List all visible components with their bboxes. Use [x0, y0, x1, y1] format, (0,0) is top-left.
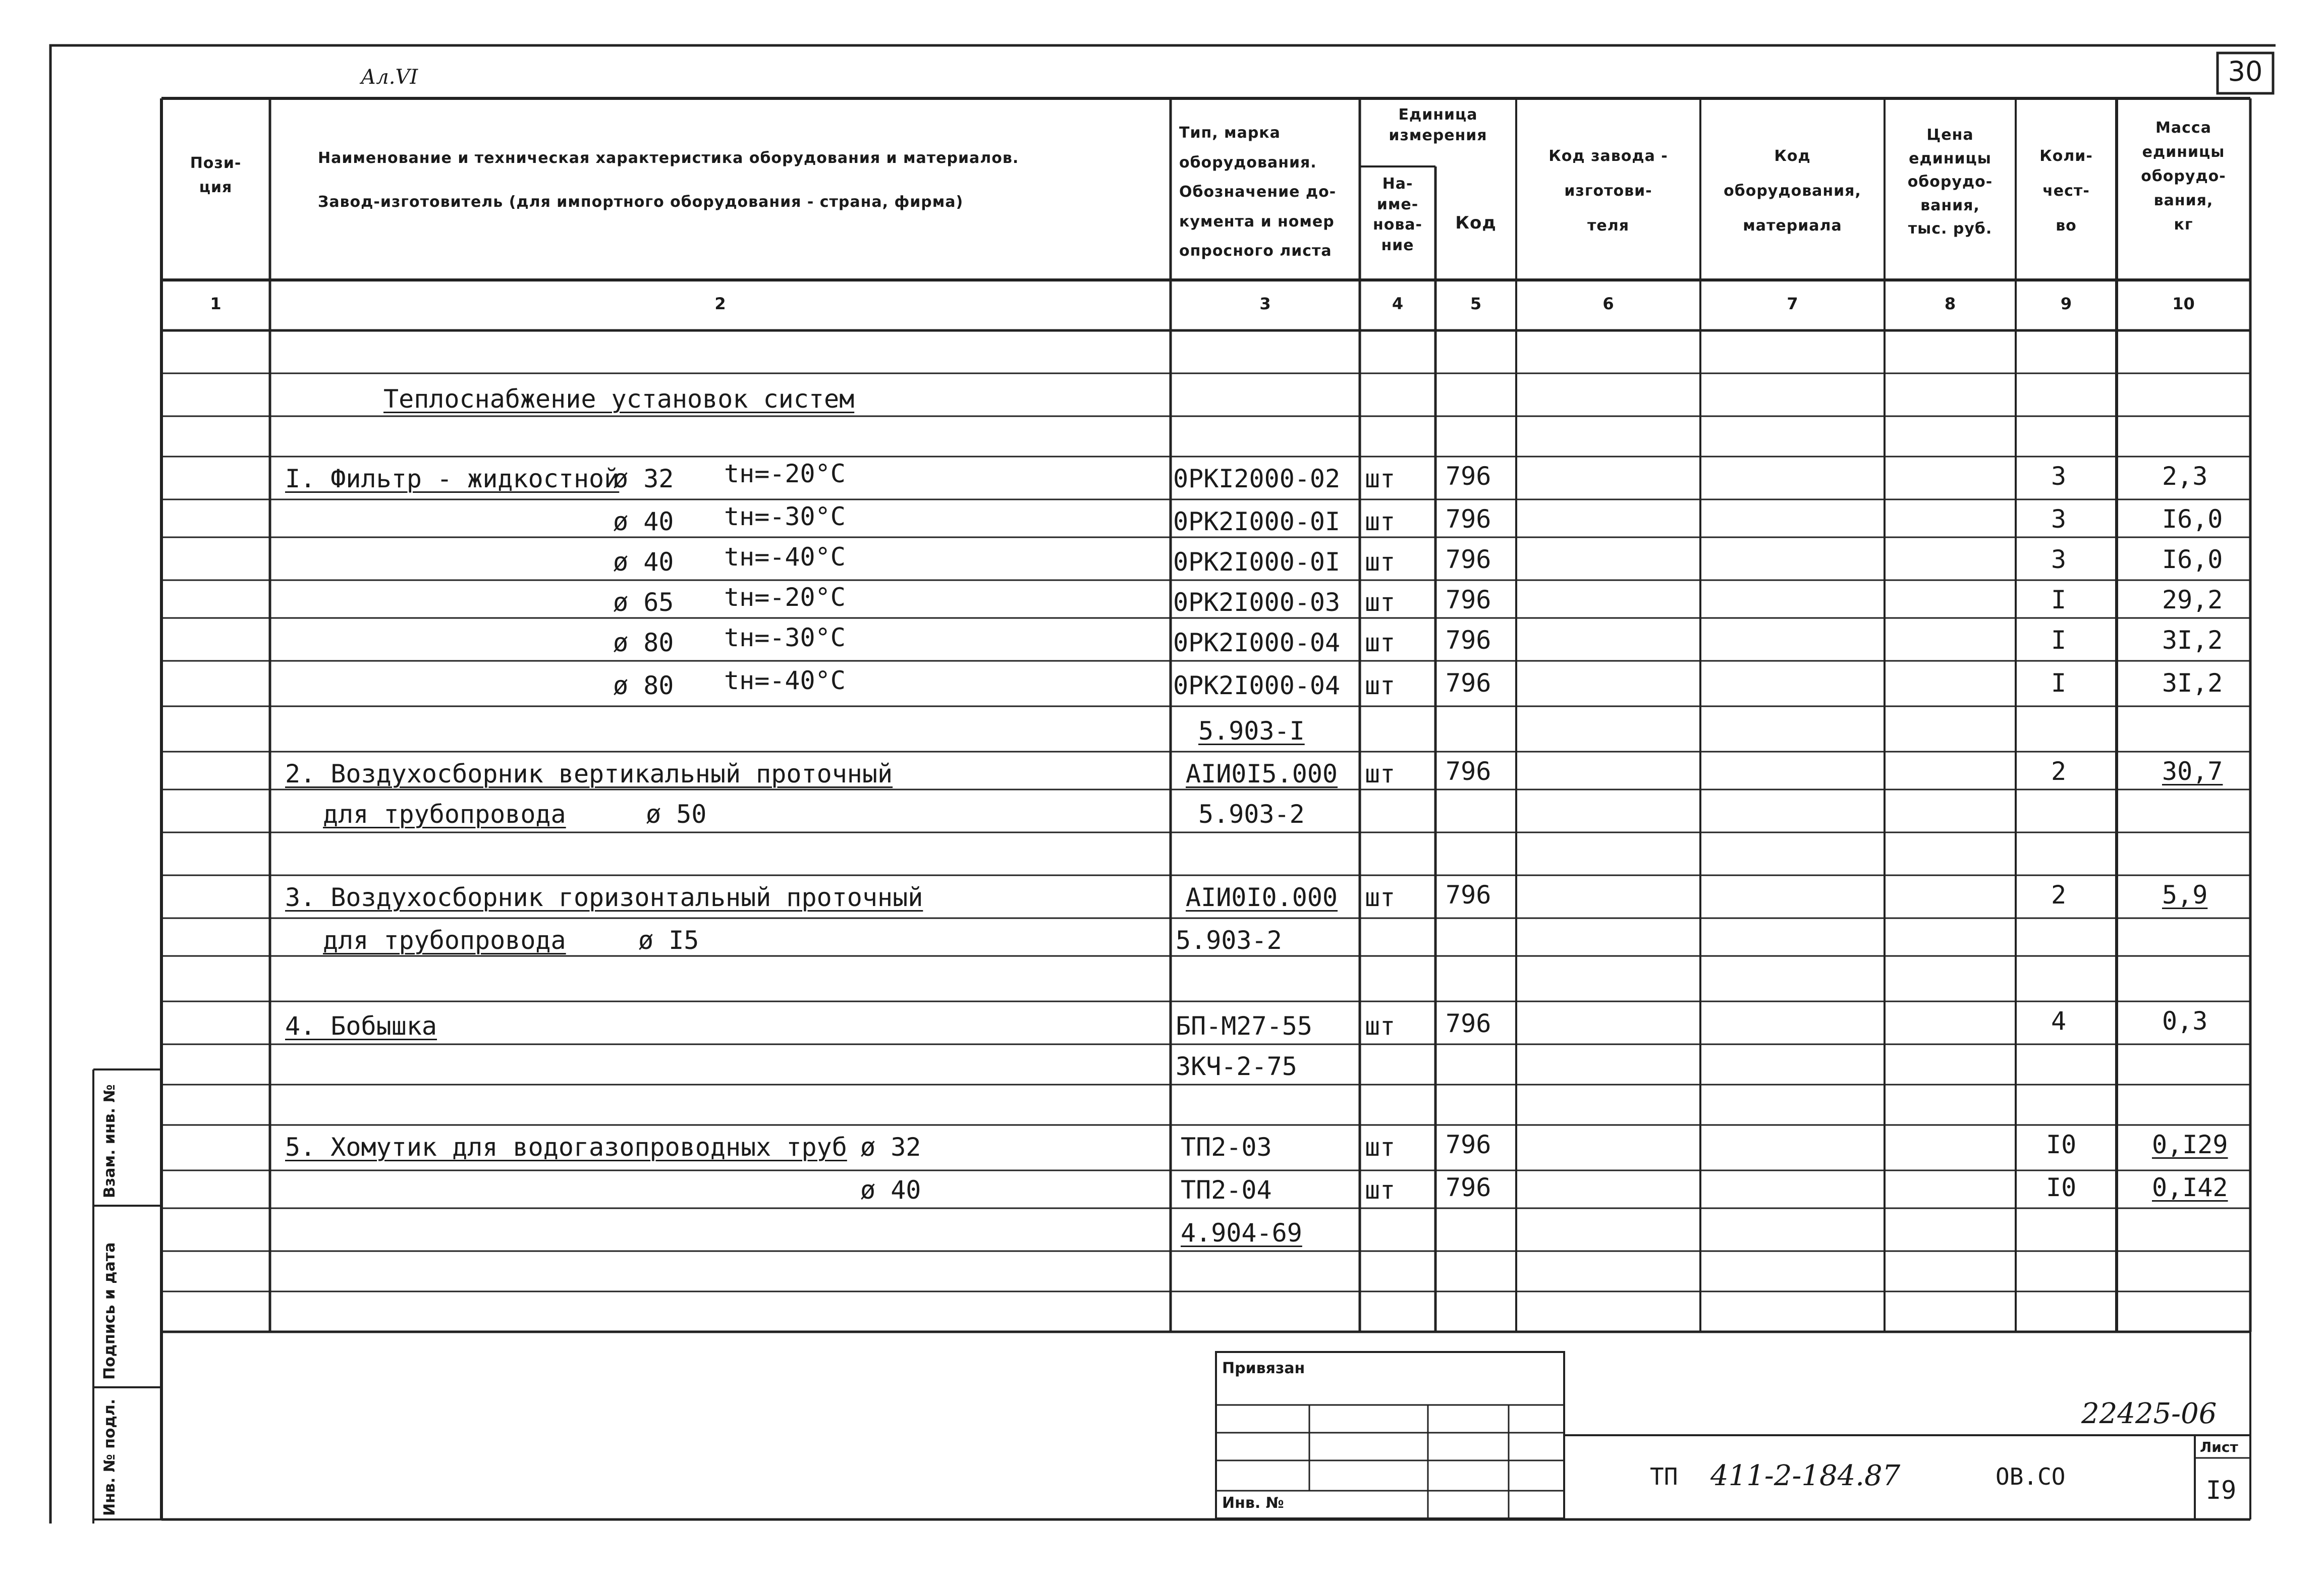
item-1-type: 0РКI2000-02 [1173, 464, 1341, 493]
item-1f-qty: I [2051, 668, 2067, 698]
col-number-4: 4 [1392, 294, 1404, 313]
item-1b-qty: 3 [2051, 504, 2067, 534]
item-3-code: 796 [1446, 880, 1491, 910]
item-4-type: БП-М27-55 [1176, 1011, 1312, 1041]
item-5-qty-1: I0 [2046, 1130, 2077, 1159]
item-1f-temperature: tн=-40°C [724, 666, 846, 695]
side-label-signature-date: Подпись и дата [101, 1242, 119, 1380]
item-1-unit: шт [1365, 464, 1396, 493]
item-1e-diameter: ø 80 [613, 628, 674, 657]
header-unit: Единица измерения [1389, 106, 1487, 144]
document-code: ОВ.СО [1996, 1463, 2066, 1490]
col-number-6: 6 [1602, 294, 1614, 313]
item-4-qty: 4 [2051, 1006, 2067, 1036]
item-1-code: 796 [1446, 462, 1491, 491]
sheet-mark: Ал.VI [361, 66, 418, 89]
item-1-diameter: ø 32 [613, 464, 674, 493]
col-number-9: 9 [2060, 294, 2072, 313]
item-1d-type: 0РК2I000-03 [1173, 588, 1341, 617]
item-1b-diameter: ø 40 [613, 507, 674, 536]
item-2-diameter: ø 50 [646, 800, 707, 829]
item-1b-type: 0РК2I000-0I [1173, 507, 1341, 536]
col-number-2: 2 [714, 294, 726, 313]
item-4-name: 4. Бобышка [285, 1011, 437, 1041]
item-1b-temperature: tн=-30°C [724, 502, 846, 531]
item-4-unit: шт [1365, 1011, 1396, 1041]
registration-number: 22425-06 [2081, 1397, 2217, 1430]
item-5-type-2: ТП2-04 [1181, 1175, 1272, 1205]
item-5-name: 5. Хомутик для водогазопроводных труб [285, 1133, 847, 1162]
item-1d-qty: I [2051, 585, 2067, 614]
item-1c-type: 0РК2I000-0I [1173, 547, 1341, 577]
item-1-qty: 3 [2051, 462, 2067, 491]
item-3-qty: 2 [2051, 880, 2067, 910]
item-1d-code: 796 [1446, 585, 1491, 614]
header-price: Цена единицы оборудо- вания, тыс. руб. [1907, 126, 1993, 238]
item-4-doc: ЗКЧ-2-75 [1176, 1052, 1297, 1081]
item-1-temperature: tн=-20°C [724, 459, 846, 488]
item-2-code: 796 [1446, 757, 1491, 786]
project-prefix: ТП [1650, 1463, 1678, 1490]
item-1e-mass: 3I,2 [2162, 626, 2223, 655]
header-mass: Масса единицы оборудо- вания, кг [2141, 119, 2226, 234]
item-2-mass: 30,7 [2162, 757, 2223, 786]
item-2-unit: шт [1365, 759, 1396, 788]
section-title: Теплоснабжение установок систем [383, 384, 855, 414]
col-number-5: 5 [1470, 294, 1482, 313]
header-equipment-code: Код оборудования, материала [1724, 147, 1861, 235]
item-1c-code: 796 [1446, 545, 1491, 574]
corner-page-number: 30 [2228, 55, 2263, 87]
item-1-name: I. Фильтр - жидкостной [285, 464, 620, 493]
side-label-replacement-inventory: Взам. инв. № [101, 1084, 119, 1198]
item-1c-temperature: tн=-40°C [724, 542, 846, 572]
item-5-code-2: 796 [1446, 1173, 1491, 1202]
header-position: Пози- ция [190, 154, 242, 196]
item-5-mass-1: 0,I29 [2152, 1130, 2228, 1159]
item-1c-diameter: ø 40 [613, 547, 674, 577]
item-5-diameter-1: ø 32 [860, 1133, 921, 1162]
item-1d-temperature: tн=-20°C [724, 583, 846, 612]
item-3-type: АIИ0I0.000 [1186, 883, 1338, 912]
item-5-diameter-2: ø 40 [860, 1175, 921, 1205]
item-5-code-1: 796 [1446, 1130, 1491, 1159]
header-unit-code: Код [1455, 213, 1497, 233]
item-4-mass: 0,3 [2162, 1006, 2208, 1036]
item-1e-code: 796 [1446, 626, 1491, 655]
sheet-number: I9 [2206, 1476, 2237, 1505]
item-1d-mass: 29,2 [2162, 585, 2223, 614]
item-1e-unit: шт [1365, 628, 1396, 657]
item-1-mass: 2,3 [2162, 462, 2208, 491]
item-1e-qty: I [2051, 626, 2067, 655]
item-2-type: АIИ0I5.000 [1186, 759, 1338, 788]
item-5-mass-2: 0,I42 [2152, 1173, 2228, 1202]
bound-label: Привязан [1222, 1360, 1305, 1377]
project-number: 411-2-184.87 [1710, 1459, 1901, 1492]
item-1e-type: 0РК2I000-04 [1173, 628, 1341, 657]
item-4-code: 796 [1446, 1009, 1491, 1038]
item-3-doc: 5.903-2 [1176, 926, 1282, 955]
item-1b-unit: шт [1365, 507, 1396, 536]
col-number-7: 7 [1787, 294, 1798, 313]
item-1c-unit: шт [1365, 547, 1396, 577]
item-3-mass: 5,9 [2162, 880, 2208, 910]
item-5-type-1: ТП2-03 [1181, 1133, 1272, 1162]
col-number-10: 10 [2172, 294, 2195, 313]
col-number-1: 1 [210, 294, 222, 313]
col-number-3: 3 [1259, 294, 1271, 313]
col-number-8: 8 [1944, 294, 1956, 313]
item-3-diameter: ø I5 [638, 926, 699, 955]
inventory-label: Инв. № [1222, 1494, 1284, 1512]
header-unit-name: На- име- нова- ние [1372, 175, 1423, 254]
item-2-doc: 5.903-2 [1198, 800, 1305, 829]
item-1b-mass: I6,0 [2162, 504, 2223, 534]
side-label-original-inventory: Инв. № подл. [101, 1398, 119, 1516]
item-1f-type: 0РК2I000-04 [1173, 671, 1341, 700]
item-5-qty-2: I0 [2046, 1173, 2077, 1202]
item-3-unit: шт [1365, 883, 1396, 912]
item-2-purpose: для трубопровода [323, 800, 566, 829]
item-5-doc: 4.904-69 [1181, 1218, 1302, 1248]
sheet-label: Лист [2200, 1439, 2238, 1455]
item-2-qty: 2 [2051, 757, 2067, 786]
item-3-purpose: для трубопровода [323, 926, 566, 955]
header-type: Тип, марка оборудования. Обозначение до- кумента и номер опросного листа [1179, 124, 1337, 260]
item-1e-temperature: tн=-30°C [724, 623, 846, 652]
item-1b-code: 796 [1446, 504, 1491, 534]
item-1d-diameter: ø 65 [613, 588, 674, 617]
item-1f-mass: 3I,2 [2162, 668, 2223, 698]
header-quantity: Коли- чест- во [2039, 147, 2093, 235]
header-name: Наименование и техническая характеристика оборудования и материалов. Завод-изготовитель (для импортного оборудования - страна, фирма) [318, 149, 1019, 211]
item-1f-code: 796 [1446, 668, 1491, 698]
item-5-unit-2: шт [1365, 1175, 1396, 1205]
item-5-unit-1: шт [1365, 1133, 1396, 1162]
item-1c-mass: I6,0 [2162, 545, 2223, 574]
item-1d-unit: шт [1365, 588, 1396, 617]
item-1f-diameter: ø 80 [613, 671, 674, 700]
item-1f-unit: шт [1365, 671, 1396, 700]
header-maker-code: Код завода - изготови- теля [1548, 147, 1668, 235]
item-2-name: 2. Воздухосборник вертикальный проточный [285, 759, 893, 788]
item-1-standard-doc: 5.903-I [1198, 716, 1305, 746]
item-3-name: 3. Воздухосборник горизонтальный проточный [285, 883, 923, 912]
item-1c-qty: 3 [2051, 545, 2067, 574]
